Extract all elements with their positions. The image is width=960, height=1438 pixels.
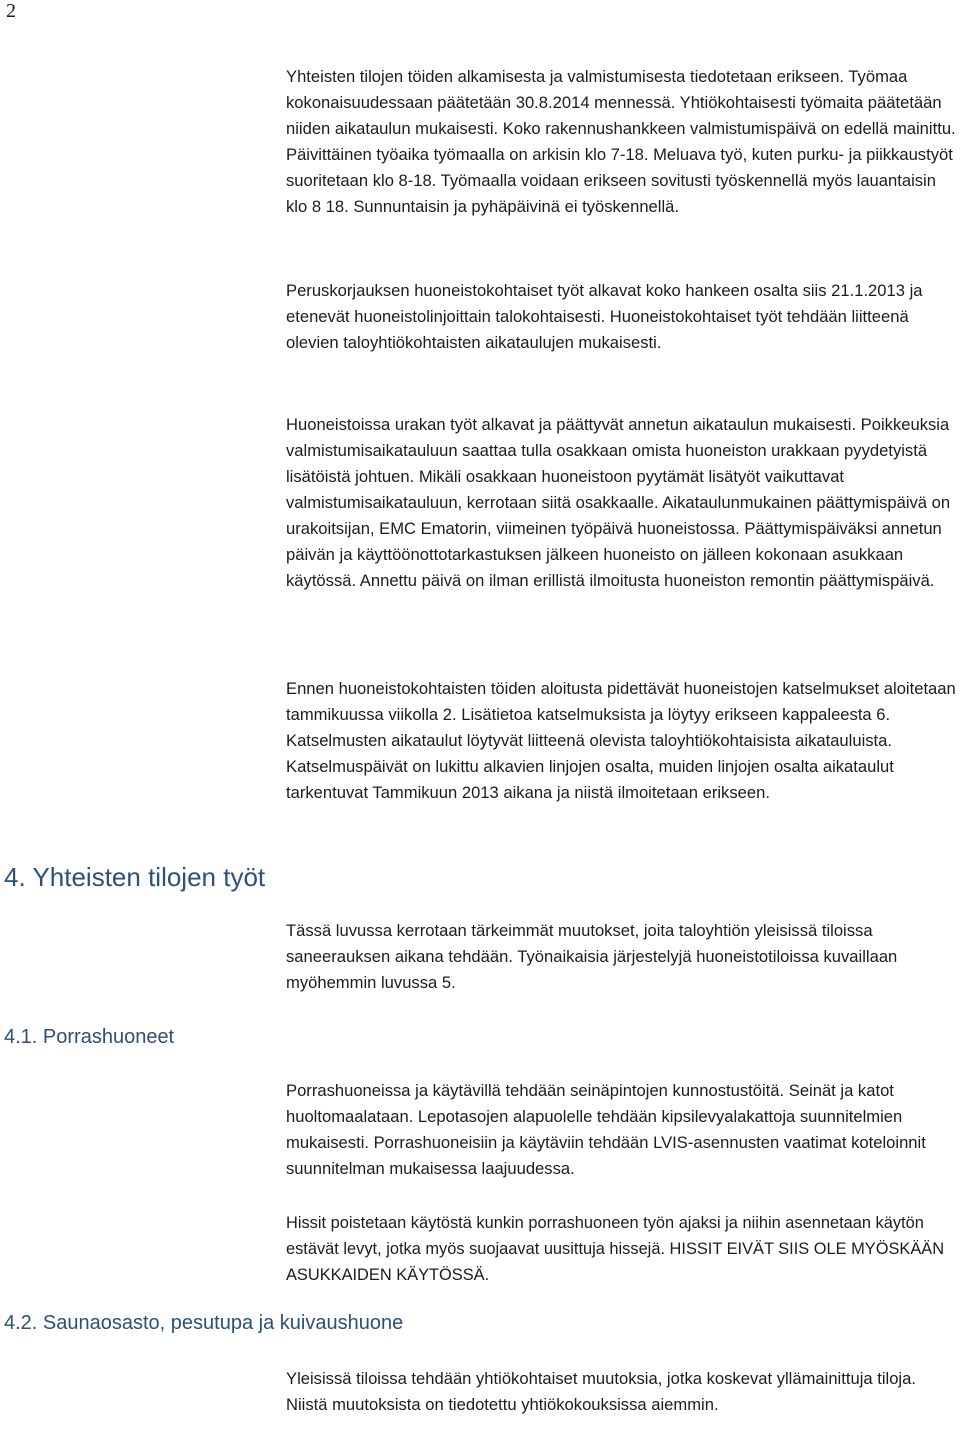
paragraph-chapter-4-intro: Tässä luvussa kerrotaan tärkeimmät muutokset, joita taloyhtiön yleisissä tiloissa saneerauksen aikana tehdään. Työnaikaisia järjestelyjä huoneistotiloissa kuvaillaan myöhemmin luvussa 5.: [286, 921, 898, 992]
paragraph-schedule-intro: Yhteisten tilojen töiden alkamisesta ja valmistumisesta tiedotetaan erikseen. Työmaa kokonaisuudessaan päätetään 30.8.2014 mennessä. Yhtiökohtaisesti työmaita päätetään niiden aikataulun mukaisesti. Koko rakennushankkeen valmistumispäivä on edellä mainittu. Päivittäinen työaika työmaalla on arkisin klo 7-18. Meluava työ, kuten purku- ja piikkaustyöt suoritetaan klo 8-18. Työmaalla voidaan erikseen sovitusti työskennellä myös lauantaisin klo 8 18. Sunnuntaisin ja pyhäpäivinä ei työskennellä.: [286, 67, 956, 216]
section-4-2-heading: 4.2. Saunaosasto, pesutupa ja kuivaushuone: [4, 1312, 404, 1334]
paragraph-stairwell-works: Porrashuoneissa ja käytävillä tehdään seinäpintojen kunnostustöitä. Seinät ja katot huoltomaalataan. Lepotasojen alapuolelle tehdään kipsilevyalakattoja suunnitelmien mukaisesti. Porrashuoneisiin ja käytäviin tehdään LVIS-asennusten vaatimat koteloinnit suunnitelman mukaisessa laajuudessa.: [286, 1081, 926, 1178]
section-4-1-heading: 4.1. Porrashuoneet: [4, 1026, 175, 1048]
paragraph-sauna-laundry: Yleisissä tiloissa tehdään yhtiökohtaiset muutoksia, jotka koskevat yllämainittuja tiloja. Niistä muutoksista on tiedotettu yhtiökokouksissa aiemmin.: [286, 1369, 916, 1414]
paragraph-apartment-works-start: Peruskorjauksen huoneistokohtaiset työt alkavat koko hankeen osalta siis 21.1.2013 ja etenevät huoneistolinjoittain talokohtaisesti. Huoneistokohtaiset työt tehdään liitteenä olevien taloyhtiökohtaisten aikataulujen mukaisesti.: [286, 281, 923, 352]
page-number: 2: [6, 0, 16, 22]
paragraph-inspections: Ennen huoneistokohtaisten töiden aloitusta pidettävät huoneistojen katselmukset aloitetaan tammikuussa viikolla 2. Lisätietoa katselmuksista ja löytyy erikseen kappaleesta 6. Katselmusten aikataulut löytyvät liitteenä olevista taloyhtiökohtaisista aikatauluista. Katselmuspäivät on lukittu alkavien linjojen osalta, muiden linjojen osalta aikataulut tarkentuvat Tammikuun 2013 aikana ja niistä ilmoitetaan erikseen.: [286, 679, 956, 802]
paragraph-elevators: Hissit poistetaan käytöstä kunkin porrashuoneen työn ajaksi ja niihin asennetaan käytön estävät levyt, jotka myös suojaavat uusittuja hissejä. HISSIT EIVÄT SIIS OLE MYÖSKÄÄN ASUKKAIDEN KÄYTÖSSÄ.: [286, 1214, 945, 1284]
chapter-4-heading: 4. Yhteisten tilojen työt: [4, 862, 266, 892]
paragraph-apartment-completion: Huoneistoissa urakan työt alkavat ja päättyvät annetun aikataulun mukaisesti. Poikkeuksia valmistumisaikatauluun saattaa tulla osakkaan omista huoneiston urakkaan pyydetyistä lisätöistä johtuen. Mikäli osakkaan huoneistoon pyytämät lisätyöt vaikuttavat valmistumisaikatauluun, kerrotaan siitä osakkaalle. Aikataulunmukainen päättymispäivä on urakoitsijan, EMC Ematorin, viimeinen työpäivä huoneistossa. Päättymispäiväksi annetun päivän ja käyttöönottotarkastuksen jälkeen huoneisto on jälleen kokonaan asukkaan käytössä. Annettu päivä on ilman erillistä ilmoitusta huoneiston remontin päättymispäivä.: [286, 415, 951, 590]
